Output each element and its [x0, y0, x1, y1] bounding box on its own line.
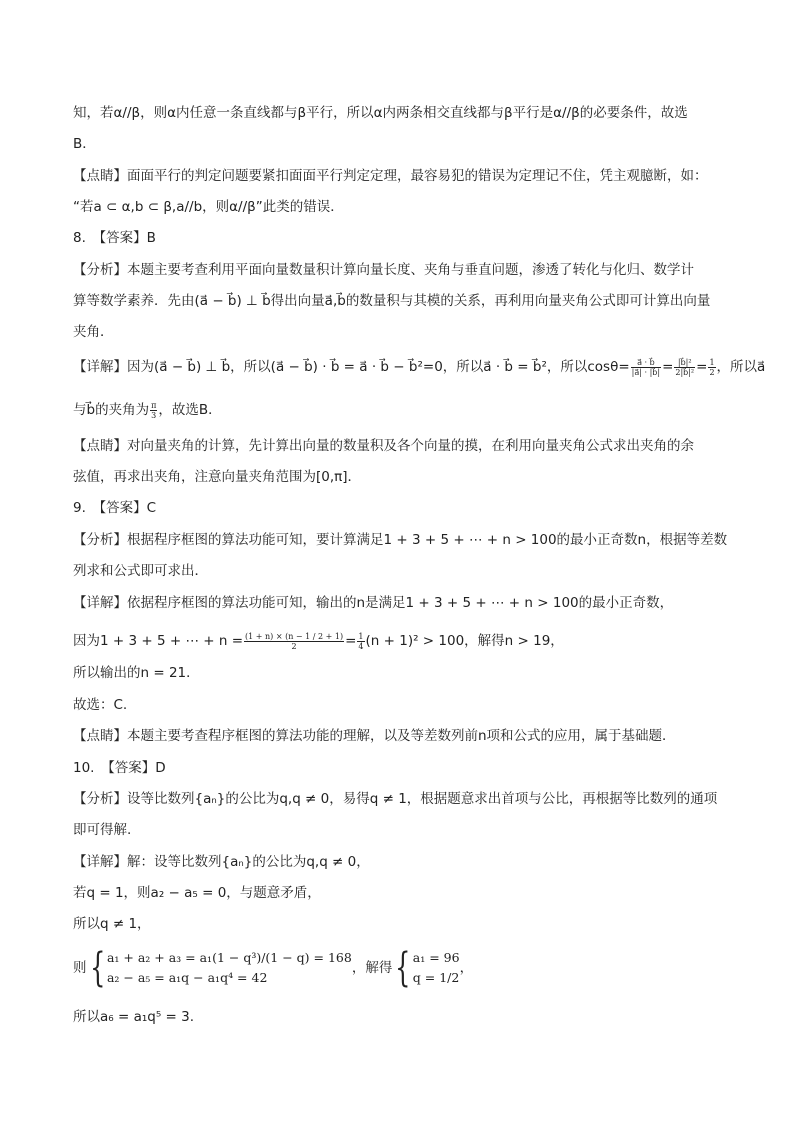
text-line-with-fractions — [73, 400, 764, 420]
text-line: 【分析】本题主要考查利用平面向量数量积计算向量长度、夹角与垂直问题，渗透了转化与化归、数学计 — [73, 262, 694, 278]
text-line: 【分析】设等比数列{aₙ}的公比为q,q ≠ 0，易得q ≠ 1，根据题意求出首项与公比，再根据等比数列的通项 — [73, 791, 718, 807]
fraction-denominator: |a⃗| · |b⃗| — [631, 367, 661, 377]
fraction-numerator: (1 + n) × (n − 1 / 2 + 1) — [245, 631, 344, 641]
text-line-with-fractions — [73, 631, 764, 651]
fraction-numerator: |b⃗|² — [674, 358, 695, 368]
text-line: 故选：C. — [73, 697, 128, 713]
text-line: 【分析】根据程序框图的算法功能可知，要计算满足1 + 3 + 5 + ⋯ + n > 100的最小正奇数n，根据等差数 — [73, 532, 728, 548]
text-line: 知，若α//β，则α内任意一条直线都与β平行，所以α内两条相交直线都与β平行是α//β的必要条件，故选 — [73, 105, 688, 121]
fraction — [357, 632, 364, 651]
fraction-denominator: 2 — [709, 367, 715, 377]
text-line: 【点睛】本题主要考查程序框图的算法功能的理解，以及等差数列前n项和公式的应用，属于基础题． — [73, 728, 676, 744]
text-line: 若q = 1，则a₂ − a₅ = 0，与题意矛盾， — [73, 885, 321, 901]
text-line: “若a ⊂ α,b ⊂ β,a//b，则α//β”此类的错误． — [73, 199, 344, 215]
text-line: 所以输出的n = 21． — [73, 665, 200, 681]
fraction-numerator: 1 — [358, 631, 364, 641]
text-segment: ，所以a⃗ — [716, 359, 766, 375]
solution-row: a₁ = 96 — [412, 950, 460, 965]
fraction-numerator: π — [151, 400, 157, 410]
fraction — [631, 358, 661, 377]
fraction — [150, 401, 157, 420]
text-line: 弦值，再求出夹角，注意向量夹角范围为[0,π]． — [73, 469, 362, 485]
text-segment: (n + 1)² > 100，解得n > 19， — [365, 633, 564, 649]
text-segment: 则 — [73, 960, 87, 976]
left-brace-icon: { — [395, 945, 411, 991]
text-line: 【点睛】面面平行的判定问题要紧扣面面平行判定定理，最容易犯的错误为定理记不住，凭主观臆断，如： — [73, 168, 708, 184]
fraction-denominator: 3 — [151, 410, 157, 420]
answer-heading-8: 8. 【答案】B — [73, 230, 156, 246]
equation-system — [107, 948, 352, 988]
text-segment: ， — [459, 960, 474, 976]
text-segment: ，解得 — [351, 960, 393, 976]
text-line: 【详解】解：设等比数列{aₙ}的公比为q,q ≠ 0， — [73, 854, 370, 870]
fraction-denominator: 4 — [358, 641, 364, 651]
fraction-numerator: 1 — [709, 357, 715, 367]
fraction-denominator: 2|b⃗|² — [675, 367, 695, 377]
text-segment: = — [696, 359, 708, 375]
answer-heading-10: 10. 【答案】D — [73, 760, 166, 776]
equation-row: a₁ + a₂ + a₃ = a₁(1 − q³)/(1 − q) = 168 — [106, 950, 352, 965]
text-line: 【点睛】对向量夹角的计算，先计算出向量的数量积及各个向量的摸，在利用向量夹角公式求出夹角的余 — [73, 438, 694, 454]
text-line: 算等数学素养．先由(a⃗ − b⃗) ⊥ b⃗得出向量a⃗,b⃗的数量积与其模的关系，再利用向量夹角公式即可计算出向量 — [73, 293, 711, 309]
answer-heading-9: 9. 【答案】C — [73, 500, 157, 516]
text-segment: 【详解】因为(a⃗ − b⃗) ⊥ b⃗，所以(a⃗ − b⃗) · b⃗ = a⃗ · b⃗ − b⃗²=0，所以a⃗ · b⃗ = b⃗²，所以cosθ= — [73, 359, 630, 375]
left-brace-icon: { — [89, 945, 105, 991]
text-segment: 因为1 + 3 + 5 + ⋯ + n = — [73, 633, 244, 649]
fraction — [708, 358, 715, 377]
text-segment: ，故选B． — [158, 402, 222, 418]
text-line: B． — [73, 136, 96, 152]
equation-row: a₂ − a₅ = a₁q − a₁q⁴ = 42 — [106, 970, 268, 985]
text-line: 【详解】依据程序框图的算法功能可知，输出的n是满足1 + 3 + 5 + ⋯ + n > 100的最小正奇数， — [73, 595, 674, 611]
fraction-numerator: a⃗ · b⃗ — [631, 358, 661, 368]
solution-system — [413, 948, 460, 988]
fraction — [674, 358, 695, 377]
text-line-with-fractions — [73, 357, 764, 377]
fraction — [244, 632, 344, 651]
text-segment: = — [662, 359, 674, 375]
text-line: 列求和公式即可求出． — [73, 563, 208, 579]
text-line: 所以a₆ = a₁q⁵ = 3. — [73, 1009, 195, 1025]
text-segment: = — [345, 633, 357, 649]
equation-system-line — [73, 944, 764, 992]
text-line: 夹角． — [73, 324, 114, 340]
solution-row: q = 1/2 — [412, 970, 460, 985]
fraction-denominator: 2 — [291, 641, 297, 651]
text-line: 所以q ≠ 1， — [73, 916, 151, 932]
text-segment: 与b⃗的夹角为 — [73, 402, 150, 418]
text-line: 即可得解. — [73, 822, 132, 838]
